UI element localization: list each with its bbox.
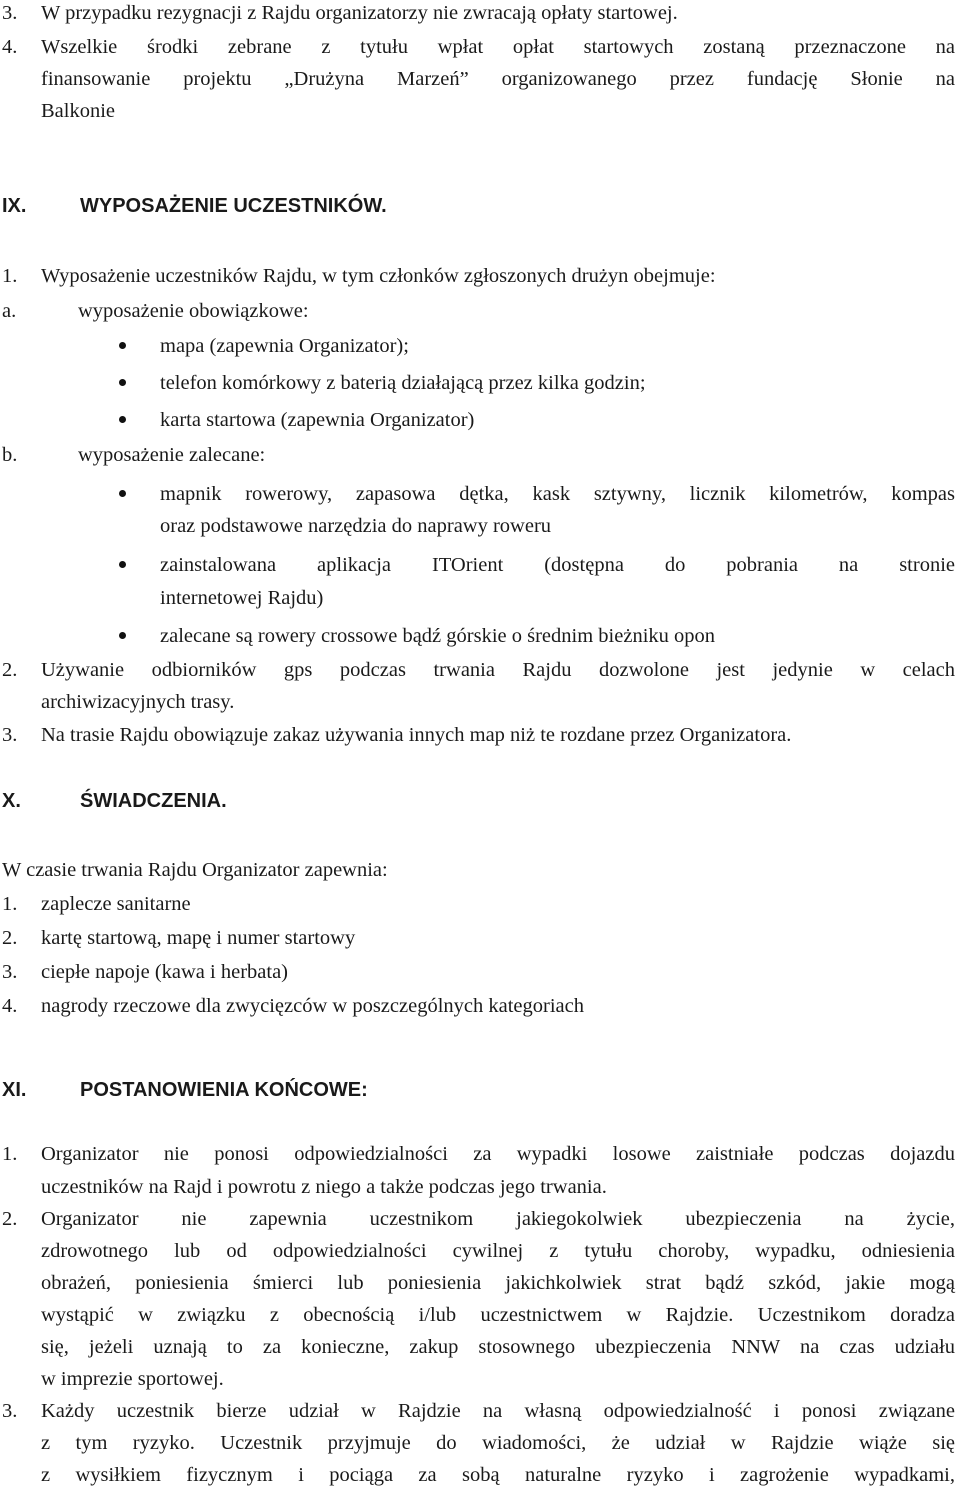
list-item-text: W przypadku rezygnacji z Rajdu organizatorzy nie zwracają opłaty startowej. [41,2,678,24]
sublist-label: a. [2,300,17,322]
bullet-text: telefon komórkowy z baterią działającą przez kilka godzin; [160,372,646,394]
list-number: 3. [2,724,18,746]
section-number: X. [2,790,21,812]
list-item-text: nagrody rzeczowe dla zwycięzców w poszczególnych kategoriach [41,995,584,1017]
bullet-text: zainstalowana aplikacja ITOrient (dostępna do pobrania na stronie [160,554,955,576]
list-number: 1. [2,1143,18,1165]
list-item-text: zdrowotnego lub od odpowiedzialności cywilnej z tytułu choroby, wypadku, odniesienia [41,1240,955,1262]
list-item-text: ciepłe napoje (kawa i herbata) [41,961,289,983]
list-item-text: kartę startową, mapę i numer startowy [41,927,356,949]
list-item-text: obrażeń, poniesienia śmierci lub poniesienia jakichkolwiek strat bądź szkód, jakie mogą [41,1272,955,1294]
list-item-text: z tym ryzyko. Uczestnik przyjmuje do wiadomości, że udział w Rajdzie wiąże się [41,1432,955,1454]
bullet-icon [119,379,126,386]
list-item-text: Balkonie [41,100,116,122]
list-number: 3. [2,1400,18,1422]
bullet-text: zalecane są rowery crossowe bądź górskie o średnim bieżniku opon [160,625,716,647]
list-item-text: Wyposażenie uczestników Rajdu, w tym członków zgłoszonych drużyn obejmuje: [41,265,716,287]
list-number: 4. [2,36,18,58]
sublist-heading: wyposażenie zalecane: [78,444,266,466]
list-number: 2. [2,1208,18,1230]
bullet-icon [119,342,126,349]
sublist-label: b. [2,444,18,466]
list-item-text: Wszelkie środki zebrane z tytułu wpłat opłat startowych zostaną przeznaczone na [41,36,955,58]
bullet-text: oraz podstawowe narzędzia do naprawy roweru [160,515,552,537]
bullet-text: internetowej Rajdu) [160,587,324,609]
list-item-text: finansowanie projektu „Drużyna Marzeń” organizowanego przez fundację Słonie na [41,68,955,90]
list-number: 4. [2,995,18,1017]
list-item-text: w imprezie sportowej. [41,1368,224,1390]
list-item-text: z wysiłkiem fizycznym i pociąga za sobą naturalne ryzyko i zagrożenie wypadkami, [41,1464,955,1486]
list-item-text: Każdy uczestnik bierze udział w Rajdzie na własną odpowiedzialność i ponosi związane [41,1400,955,1422]
list-item-text: Organizator nie zapewnia uczestnikom jakiegokolwiek ubezpieczenia na życie, [41,1208,955,1230]
bullet-text: mapnik rowerowy, zapasowa dętka, kask sztywny, licznik kilometrów, kompas [160,483,955,505]
list-number: 2. [2,659,18,681]
section-intro: W czasie trwania Rajdu Organizator zapewnia: [2,859,388,881]
list-item-text: wystąpić w związku z obecnością i/lub uczestnictwem w Rajdzie. Uczestnikom doradza [41,1304,955,1326]
list-number: 1. [2,893,18,915]
section-number: IX. [2,195,27,217]
list-item-text: zaplecze sanitarne [41,893,191,915]
sublist-heading: wyposażenie obowiązkowe: [78,300,309,322]
list-item-text: się, jeżeli uznają to za konieczne, zakup stosownego ubezpieczenia NNW na czas udziału [41,1336,955,1358]
list-number: 3. [2,961,18,983]
list-item-text: uczestników na Rajd i powrotu z niego a także podczas jego trwania. [41,1176,607,1198]
list-item-text: Organizator nie ponosi odpowiedzialności za wypadki losowe zaistniałe podczas dojazdu [41,1143,955,1165]
bullet-text: mapa (zapewnia Organizator); [160,335,409,357]
section-heading: WYPOSAŻENIE UCZESTNIKÓW. [80,195,387,217]
bullet-text: karta startowa (zapewnia Organizator) [160,409,475,431]
list-item-text: archiwizacyjnych trasy. [41,691,235,713]
bullet-icon [119,632,126,639]
list-item-text: Na trasie Rajdu obowiązuje zakaz używania innych map niż te rozdane przez Organizatora. [41,724,792,746]
section-heading: ŚWIADCZENIA. [80,790,227,812]
list-number: 2. [2,927,18,949]
bullet-icon [119,490,126,497]
bullet-icon [119,416,126,423]
section-number: XI. [2,1079,27,1101]
bullet-icon [119,561,126,568]
list-number: 3. [2,2,18,24]
section-heading: POSTANOWIENIA KOŃCOWE: [80,1079,368,1101]
list-number: 1. [2,265,18,287]
list-item-text: Używanie odbiorników gps podczas trwania Rajdu dozwolone jest jedynie w celach [41,659,955,681]
